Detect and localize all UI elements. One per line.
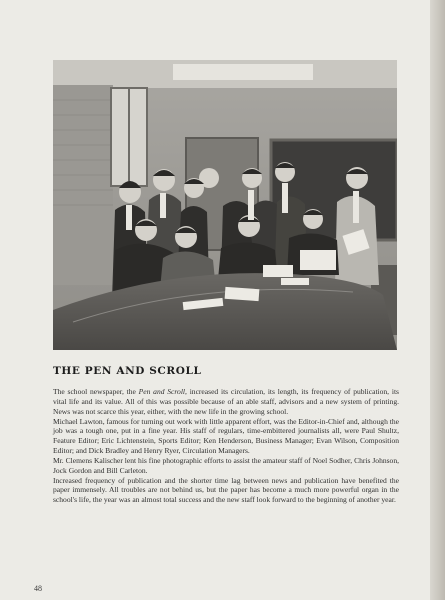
section-heading: THE PEN AND SCROLL [53,365,202,377]
paragraph-1: The school newspaper, the Pen and Scroll, increased its circulation, its length, its frequency of publication, its vital life and its value. All of this was possible because of an able staff, advisors and a new system of printing. News was not scarce this year, either, with the new life in the growing school. [53,387,399,416]
page-number: 48 [34,584,42,593]
paragraph-4: Increased frequency of publication and the shorter time lag between news and publication have benefited the paper immensely. All troubles are not behind us, but the paper has become a much more powerful organ in the school's life, the year was an almost total success and the new staff look forward to the beginning of another year. [53,475,399,505]
paragraph-3: Mr. Clemens Kalischer lent his fine photographic efforts to assist the amateur staff of Noel Sodher, Chris Johnson, Jock Gordon and Bill Carleton. [53,455,399,475]
page-binding-edge [430,0,445,600]
staff-group-photo [53,60,397,350]
article-body [53,387,399,505]
paragraph-2: Michael Lawton, famous for turning out work with little apparent effort, was the Editor-in-Chief and, although the job was a tough one, put in a fine year. His staff of regulars, time-embittered journalists all, were Paul Shultz, Feature Editor; Eric Lichtenstein, Sports Editor; Ken Henderson, Business Manager; Evan Wilson, Composition Editor; and Dick Bradley and Henry Ryer, Circulation Managers. [53,416,399,456]
